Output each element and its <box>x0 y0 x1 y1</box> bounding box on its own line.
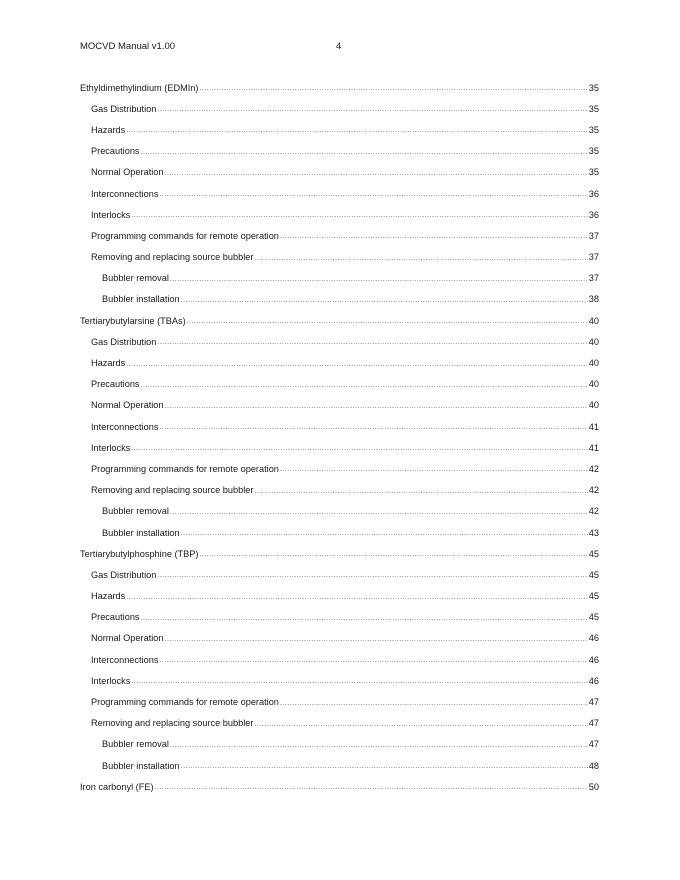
toc-entry[interactable] <box>80 522 599 543</box>
toc-entry[interactable] <box>80 776 599 797</box>
toc-dot-leader <box>126 594 588 601</box>
toc-entry[interactable] <box>80 649 599 670</box>
toc-dot-leader <box>131 212 587 219</box>
toc-dot-leader <box>159 191 587 198</box>
toc-entry[interactable] <box>80 374 599 395</box>
toc-entry-title: Normal Operation <box>91 167 164 178</box>
toc-entry-page: 38 <box>588 294 599 305</box>
toc-dot-leader <box>254 488 587 495</box>
toc-entry[interactable] <box>80 564 599 585</box>
toc-dot-leader <box>181 763 588 770</box>
toc-entry-title: Bubbler installation <box>102 294 180 305</box>
page-header <box>80 41 600 55</box>
toc-entry-page: 42 <box>588 463 599 474</box>
toc-entry[interactable] <box>80 628 599 649</box>
toc-entry-page: 40 <box>588 336 599 347</box>
toc-entry-page: 36 <box>588 209 599 220</box>
toc-entry-page: 45 <box>588 548 599 559</box>
toc-entry-page: 40 <box>588 315 599 326</box>
toc-entry-page: 50 <box>588 781 599 792</box>
toc-dot-leader <box>280 700 588 707</box>
toc-entry-page: 35 <box>588 103 599 114</box>
toc-dot-leader <box>126 127 588 134</box>
toc-entry-title: Gas Distribution <box>91 336 157 347</box>
toc-entry[interactable] <box>80 607 599 628</box>
toc-dot-leader <box>141 615 588 622</box>
toc-entry-page: 36 <box>588 188 599 199</box>
toc-entry[interactable] <box>80 268 599 289</box>
toc-dot-leader <box>165 403 588 410</box>
toc-entry-title: Bubbler removal <box>102 506 169 517</box>
toc-entry[interactable] <box>80 141 599 162</box>
toc-entry-title: Interconnections <box>91 421 159 432</box>
toc-entry-title: Programming commands for remote operation <box>91 697 279 708</box>
toc-entry-page: 46 <box>588 633 599 644</box>
toc-entry-title: Bubbler installation <box>102 760 180 771</box>
toc-entry[interactable] <box>80 310 599 331</box>
toc-entry-page: 47 <box>588 718 599 729</box>
toc-entry-page: 35 <box>588 167 599 178</box>
toc-dot-leader <box>159 424 587 431</box>
toc-dot-leader <box>141 382 588 389</box>
toc-entry-title: Precautions <box>91 146 140 157</box>
toc-entry-page: 46 <box>588 675 599 686</box>
toc-entry[interactable] <box>80 395 599 416</box>
toc-entry[interactable] <box>80 586 599 607</box>
table-of-contents <box>80 77 599 797</box>
toc-entry-title: Removing and replacing source bubbler <box>91 718 254 729</box>
toc-dot-leader <box>280 466 588 473</box>
toc-entry-title: Tertiarybutylphosphine (TBP) <box>80 548 199 559</box>
toc-entry-title: Interconnections <box>91 654 159 665</box>
toc-entry-title: Normal Operation <box>91 400 164 411</box>
toc-entry-page: 37 <box>588 230 599 241</box>
toc-entry-page: 41 <box>588 421 599 432</box>
toc-dot-leader <box>157 339 587 346</box>
toc-dot-leader <box>165 636 588 643</box>
toc-dot-leader <box>170 509 588 516</box>
toc-entry-title: Removing and replacing source bubbler <box>91 252 254 263</box>
toc-entry[interactable] <box>80 162 599 183</box>
toc-entry-title: Gas Distribution <box>91 103 157 114</box>
toc-entry[interactable] <box>80 225 599 246</box>
toc-entry-title: Interlocks <box>91 442 131 453</box>
toc-entry[interactable] <box>80 352 599 373</box>
toc-dot-leader <box>141 149 588 156</box>
toc-dot-leader <box>159 657 587 664</box>
toc-entry-page: 40 <box>588 379 599 390</box>
toc-dot-leader <box>165 170 588 177</box>
toc-dot-leader <box>157 106 587 113</box>
toc-entry-title: Interlocks <box>91 675 131 686</box>
toc-entry-title: Hazards <box>91 591 126 602</box>
toc-entry-page: 46 <box>588 654 599 665</box>
toc-dot-leader <box>131 445 587 452</box>
toc-entry[interactable] <box>80 77 599 98</box>
toc-dot-leader <box>199 551 587 558</box>
toc-dot-leader <box>131 678 587 685</box>
toc-entry[interactable] <box>80 98 599 119</box>
toc-entry-title: Ethyldimethylindium (EDMIn) <box>80 82 199 93</box>
toc-dot-leader <box>187 318 588 325</box>
document-title: MOCVD Manual v1.00 <box>80 41 176 52</box>
toc-entry[interactable] <box>80 734 599 755</box>
toc-dot-leader <box>126 361 588 368</box>
toc-dot-leader <box>170 276 588 283</box>
toc-entry[interactable] <box>80 289 599 310</box>
toc-dot-leader <box>181 297 588 304</box>
toc-entry-title: Tertiarybutylarsine (TBAs) <box>80 315 186 326</box>
toc-entry-page: 42 <box>588 506 599 517</box>
toc-entry[interactable] <box>80 331 599 352</box>
toc-entry-title: Gas Distribution <box>91 569 157 580</box>
toc-entry-page: 47 <box>588 697 599 708</box>
toc-entry[interactable] <box>80 691 599 712</box>
toc-entry-page: 45 <box>588 612 599 623</box>
toc-entry-title: Bubbler removal <box>102 273 169 284</box>
toc-entry[interactable] <box>80 416 599 437</box>
toc-dot-leader <box>254 721 587 728</box>
toc-dot-leader <box>199 85 587 92</box>
toc-entry[interactable] <box>80 119 599 140</box>
toc-entry-title: Precautions <box>91 379 140 390</box>
toc-entry[interactable] <box>80 247 599 268</box>
toc-entry-title: Bubbler removal <box>102 739 169 750</box>
toc-entry-page: 35 <box>588 124 599 135</box>
toc-entry-page: 45 <box>588 591 599 602</box>
toc-entry-page: 48 <box>588 760 599 771</box>
toc-dot-leader <box>155 784 588 791</box>
toc-dot-leader <box>181 530 588 537</box>
toc-dot-leader <box>254 255 587 262</box>
toc-entry-page: 43 <box>588 527 599 538</box>
page-number: 4 <box>336 41 342 52</box>
toc-entry-page: 41 <box>588 442 599 453</box>
toc-entry-page: 35 <box>588 146 599 157</box>
toc-entry[interactable] <box>80 501 599 522</box>
toc-entry-page: 42 <box>588 485 599 496</box>
toc-entry-page: 37 <box>588 273 599 284</box>
toc-dot-leader <box>170 742 588 749</box>
toc-entry-title: Removing and replacing source bubbler <box>91 485 254 496</box>
toc-entry[interactable] <box>80 204 599 225</box>
toc-entry-title: Precautions <box>91 612 140 623</box>
toc-entry[interactable] <box>80 713 599 734</box>
toc-entry-title: Interlocks <box>91 209 131 220</box>
toc-entry[interactable] <box>80 458 599 479</box>
toc-entry-title: Programming commands for remote operation <box>91 230 279 241</box>
toc-entry[interactable] <box>80 183 599 204</box>
toc-entry[interactable] <box>80 543 599 564</box>
toc-entry-page: 37 <box>588 252 599 263</box>
toc-entry-title: Hazards <box>91 358 126 369</box>
toc-entry-title: Programming commands for remote operation <box>91 463 279 474</box>
toc-entry-title: Bubbler installation <box>102 527 180 538</box>
toc-entry[interactable] <box>80 437 599 458</box>
toc-entry-title: Iron carbonyl (FE) <box>80 781 154 792</box>
toc-entry-title: Hazards <box>91 124 126 135</box>
toc-entry-page: 45 <box>588 569 599 580</box>
toc-entry-page: 40 <box>588 400 599 411</box>
toc-entry-page: 35 <box>588 82 599 93</box>
toc-entry-page: 47 <box>588 739 599 750</box>
toc-entry-title: Normal Operation <box>91 633 164 644</box>
toc-entry[interactable] <box>80 480 599 501</box>
toc-entry-page: 40 <box>588 358 599 369</box>
toc-entry[interactable] <box>80 755 599 776</box>
toc-dot-leader <box>157 572 587 579</box>
toc-entry[interactable] <box>80 670 599 691</box>
toc-dot-leader <box>280 233 588 240</box>
toc-entry-title: Interconnections <box>91 188 159 199</box>
